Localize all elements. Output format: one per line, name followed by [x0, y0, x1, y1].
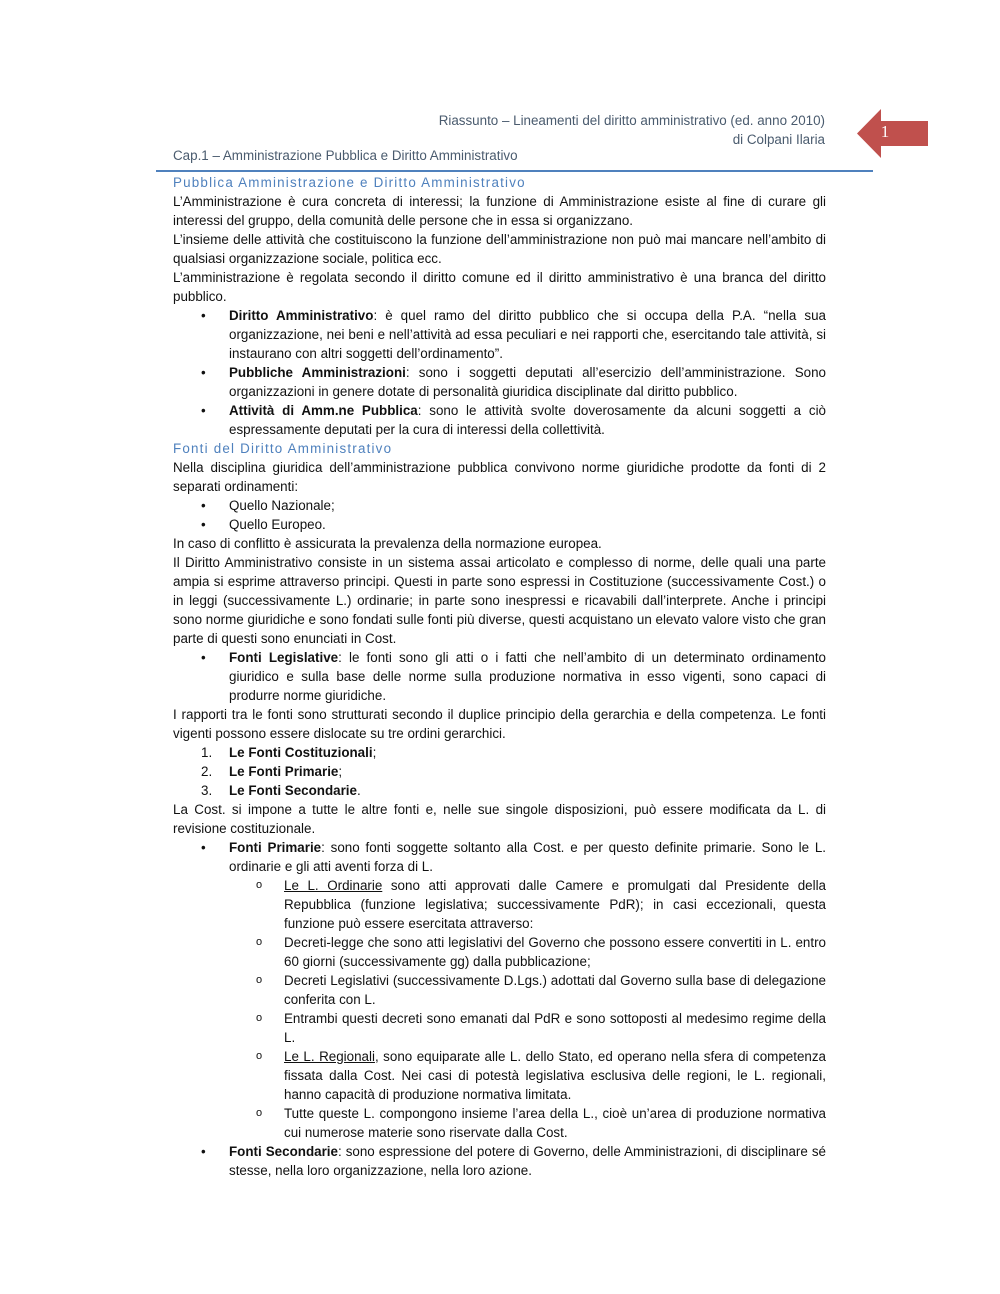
sub-item-text: Decreti Legislativi (successivamente D.Lgs.) adottati dal Governo sulla base di delegazione conferita con L.: [284, 973, 826, 1007]
list-item: [173, 1142, 826, 1180]
sub-item-text: Tutte queste L. compongono insieme l’area della L., cioè un’area di produzione normativa cui numerose materie sono riservate dalla Cost.: [284, 1106, 826, 1140]
paragraph: L’Amministrazione è cura concreta di interessi; la funzione di Amministrazione esiste al fine di curare gli interessi del gruppo, della comunità delle persone che in essa si organizzano.: [173, 194, 826, 228]
bullet-marker: •: [201, 498, 206, 513]
term: Diritto Amministrativo: [229, 308, 374, 323]
chapter-title: Cap.1 – Amministrazione Pubblica e Diritto Amministrativo: [173, 148, 518, 163]
punctuation: ;: [372, 745, 377, 760]
punctuation: ;: [338, 764, 343, 779]
bullet-marker: •: [201, 403, 206, 418]
bullet-marker: •: [201, 1144, 206, 1159]
paragraph: La Cost. si impone a tutte le altre fonti e, nelle sue singole disposizioni, può essere modificata da L. di revisione costituzionale.: [173, 802, 826, 836]
list-item: [173, 496, 826, 515]
term: Le Fonti Costituzionali: [229, 745, 373, 760]
number-marker: 1.: [201, 745, 213, 760]
sub-bullet-marker: o: [256, 1107, 263, 1119]
fonti-list: [173, 838, 826, 1180]
header-divider: [156, 170, 873, 172]
paragraph: I rapporti tra le fonti sono strutturati secondo il duplice principio della gerarchia e della competenza. Le fonti vigenti possono essere dislocate su tre ordini gerarchici.: [173, 707, 826, 741]
ordinamenti-list: [173, 496, 826, 534]
list-item: [173, 648, 826, 705]
sub-list-item: [173, 933, 826, 971]
term: Attività di Amm.ne Pubblica: [229, 403, 418, 418]
term: Pubbliche Amministrazioni: [229, 365, 406, 380]
term: Le Fonti Secondarie: [229, 783, 357, 798]
paragraph: Il Diritto Amministrativo consiste in un sistema assai articolato e complesso di norme, delle quali una parte ampia si esprime attraverso principi. Questi in parte sono espressi in Costituzione (successivamente Cost.) o in leggi (successivamente L.) ordinarie; in parte sono inespressi e ricavabili dall’interprete. Anche i principi sono norme giuridiche e sono fondati sulle fonti più diverse, questi acquistano un elevato valore visto che gran parte di questi sono enunciati in Cost.: [173, 555, 826, 646]
sub-item-text: Decreti-legge che sono atti legislativi del Governo che possono essere convertiti in L. entro 60 giorni (successivamente gg) dalla pubblicazione;: [284, 935, 826, 969]
sub-bullet-marker: o: [256, 1050, 263, 1062]
sub-item-text: sono atti approvati dalle Camere e promulgati dal Presidente della Repubblica (funzione legislativa; successivamente PdR); in casi eccezionali, questa funzione può essere esercitata attraverso:: [284, 878, 826, 931]
definition: : è quel ramo del diritto pubblico che si occupa della P.A. “nella sua organizzazione, nei beni e nell’attività ad essa peculiari e nei rapporti che, esercitando tale attività, si instaurano con altri soggetti dell’ordinamento”.: [229, 308, 826, 361]
underlined-term: Le L. Ordinarie: [284, 878, 383, 893]
definition: : sono fonti soggette soltanto alla Cost. e per questo definite primarie. Sono le L. ordinarie e gli atti aventi forza di L.: [229, 840, 826, 874]
list-item: [173, 743, 826, 762]
list-item-text: Quello Nazionale;: [229, 498, 335, 513]
bullet-marker: •: [201, 517, 206, 532]
definition: : sono i soggetti deputati all’esercizio dell’amministrazione. Sono organizzazioni in genere dotate di personalità giuridica disciplinate dal diritto pubblico.: [229, 365, 826, 399]
definition: : sono espressione del potere di Governo, delle Amministrazioni, di disciplinare sé stesse, nella loro organizzazione, nella loro azione.: [229, 1144, 826, 1178]
sub-bullet-marker: o: [256, 879, 263, 891]
sub-bullet-marker: o: [256, 936, 263, 948]
bullet-marker: •: [201, 365, 206, 380]
sub-bullet-marker: o: [256, 1012, 263, 1024]
paragraph: Nella disciplina giuridica dell’amministrazione pubblica convivono norme giuridiche prodotte da fonti di 2 separati ordinamenti:: [173, 460, 826, 494]
term: Fonti Legislative: [229, 650, 339, 665]
punctuation: .: [356, 783, 361, 798]
paragraph: L’amministrazione è regolata secondo il diritto comune ed il diritto amministrativo è una branca del diritto pubblico.: [173, 270, 826, 304]
list-item: [173, 401, 826, 439]
sub-bullet-marker: o: [256, 974, 263, 986]
underlined-term: Le L. Regionali: [284, 1049, 375, 1064]
sub-item-text: , sono equiparate alle L. dello Stato, ed operano nella sfera di competenza fissata dalla Cost. Nei casi di potestà legislativa esclusiva delle regioni, le L. regionali, hanno capacità di produzione normativa limitata.: [284, 1049, 826, 1102]
sub-list-item: [173, 876, 826, 933]
sub-list-item: [173, 1104, 826, 1142]
list-item: [173, 838, 826, 876]
list-item: [173, 762, 826, 781]
list-item: [173, 781, 826, 800]
term: Fonti Primarie: [229, 840, 322, 855]
definitions-list: [173, 306, 826, 439]
bullet-marker: •: [201, 840, 206, 855]
sub-list-item: [173, 1009, 826, 1047]
section-heading-fonti: Fonti del Diritto Amministrativo: [173, 441, 393, 456]
list-item: [173, 515, 826, 534]
list-item: [173, 363, 826, 401]
hierarchy-list: [173, 743, 826, 800]
number-marker: 2.: [201, 764, 213, 779]
list-item-text: Quello Europeo.: [229, 517, 326, 532]
page-number: 1: [880, 122, 890, 141]
sub-item-text: Entrambi questi decreti sono emanati dal PdR e sono sottoposti al medesimo regime della L.: [284, 1011, 826, 1045]
header-title-line1: Riassunto – Lineamenti del diritto amministrativo (ed. anno 2010): [438, 113, 825, 128]
definition: : le fonti sono gli atti o i fatti che nell’ambito di un determinato ordinamento giuridico e sulla base delle norme sulla produzione normativa in esso vigenti, sono capaci di produrre norme giuridiche.: [229, 650, 826, 703]
paragraph: L’insieme delle attività che costituiscono la funzione dell’amministrazione non può mai mancare nell’ambito di qualsiasi organizzazione sociale, politica ecc.: [173, 232, 826, 266]
term: Fonti Secondarie: [229, 1144, 338, 1159]
bullet-marker: •: [201, 650, 206, 665]
legislative-list: [173, 648, 826, 705]
number-marker: 3.: [201, 783, 213, 798]
bullet-marker: •: [201, 308, 206, 323]
document-header-title: [225, 111, 825, 149]
header-title-line2: di Colpani Ilaria: [732, 132, 825, 147]
term: Le Fonti Primarie: [229, 764, 339, 779]
sub-list-item: [173, 1047, 826, 1104]
list-item: [173, 306, 826, 363]
paragraph: In caso di conflitto è assicurata la prevalenza della normazione europea.: [173, 536, 602, 551]
definition: : sono le attività svolte doverosamente da alcuni soggetti a ciò espressamente deputati per la cura di interessi della collettività.: [229, 403, 826, 437]
section-heading-pa: Pubblica Amministrazione e Diritto Amministrativo: [173, 175, 526, 190]
document-body: [173, 173, 826, 1180]
sub-list-item: [173, 971, 826, 1009]
